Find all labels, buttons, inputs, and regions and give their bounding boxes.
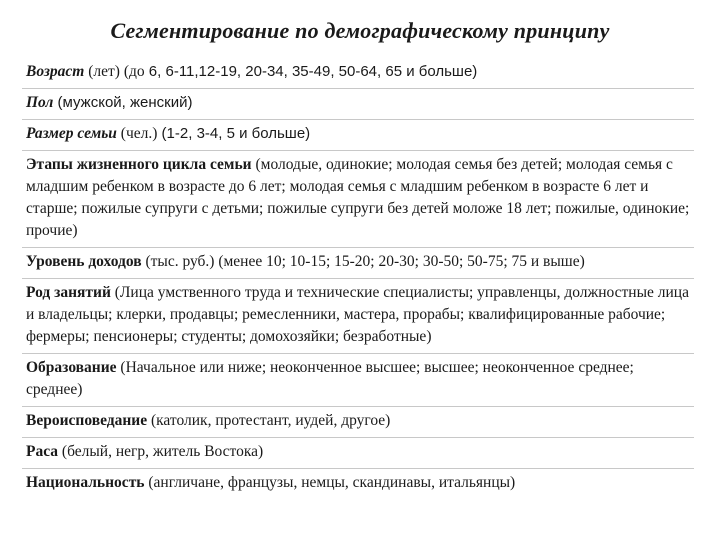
row-values: (тыс. руб.) (менее 10; 10-15; 15-20; 20-30; 30-50; 50-75; 75 и выше) <box>141 253 585 270</box>
row-label: Возраст <box>26 63 85 80</box>
row-label: Раса <box>26 443 59 460</box>
row-age <box>22 58 694 89</box>
row-values: 6, 6-11,12-19, 20-34, 35-49, 50-64, 65 и больше) <box>144 63 478 80</box>
row-values: (1-2, 3-4, 5 и больше) <box>157 125 311 142</box>
row-label: Пол <box>26 94 54 111</box>
row-label: Образование <box>26 359 117 376</box>
row-values: (католик, протестант, иудей, другое) <box>147 412 391 429</box>
row-detail: (лет) (до <box>84 63 145 80</box>
row-religion <box>22 407 694 438</box>
row-education <box>22 354 694 407</box>
row-values: (мужской, женский) <box>53 94 193 111</box>
row-race <box>22 438 694 469</box>
segmentation-table <box>22 58 694 499</box>
row-values: (Лица умственного труда и технические специалисты; управленцы, должностные лица и владельцы; клерки, продавцы; ремесленники, мастера, прорабы; квалифицированные рабочие; фермеры; пенсионеры; студенты; домохозяйки; безработные) <box>26 284 689 345</box>
row-occupation <box>22 279 694 354</box>
row-label: Уровень доходов <box>26 253 142 270</box>
row-label: Этапы жизненного цикла семьи <box>26 156 252 173</box>
row-sex <box>22 89 694 120</box>
row-values: (англичане, французы, немцы, скандинавы, итальянцы) <box>144 474 516 491</box>
row-nationality <box>22 469 694 499</box>
row-label: Национальность <box>26 474 145 491</box>
row-label: Вероисповедание <box>26 412 148 429</box>
row-income <box>22 248 694 279</box>
row-label: Род занятий <box>26 284 111 301</box>
row-values: (белый, негр, житель Востока) <box>58 443 264 460</box>
row-family-size <box>22 120 694 151</box>
row-label: Размер семьи <box>26 125 117 142</box>
row-detail: (чел.) <box>116 125 158 142</box>
row-values: (Начальное или ниже; неоконченное высшее; высшее; неоконченное среднее; среднее) <box>26 359 634 398</box>
row-values: (молодые, одинокие; молодая семья без детей; молодая семья с младшим ребенком в возрасте до 6 лет; молодая семья с младшим ребенком в возрасте 6 лет и старше; пожилые супруги с детьми; пожилые супруги без детей моложе 18 лет; пожилые, одинокие; прочие) <box>26 156 690 239</box>
page-title: Сегментирование по демографическому принципу <box>110 18 610 43</box>
row-life-cycle <box>22 151 694 248</box>
